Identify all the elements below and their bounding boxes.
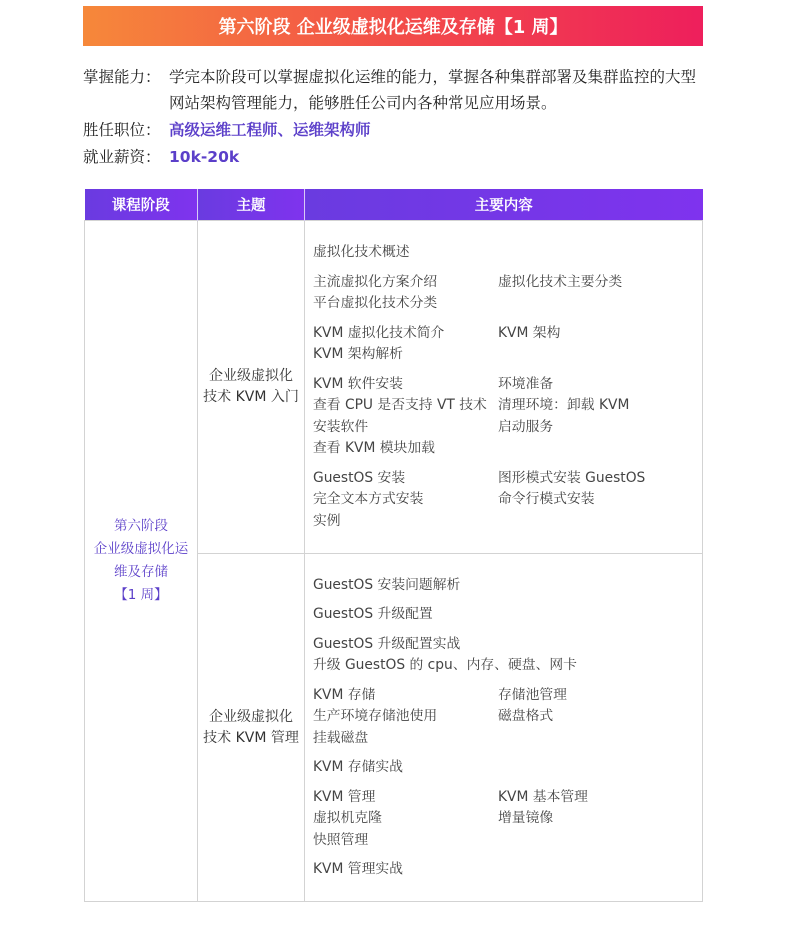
topic-cell — [198, 554, 305, 902]
content-row — [313, 489, 694, 511]
content-row — [313, 417, 694, 439]
ability-block — [83, 64, 703, 116]
content-item: 磁盘格式 — [498, 708, 554, 724]
content-row — [313, 685, 694, 707]
content-item: 快照管理 — [313, 831, 369, 848]
content-row — [313, 323, 694, 345]
stage-cell — [85, 221, 198, 902]
stage-line: 第六阶段 — [114, 518, 168, 534]
content-cell — [305, 221, 703, 554]
content-item: 查看 CPU 是否支持 VT 技术 — [313, 397, 487, 413]
stage-banner: 第六阶段 企业级虚拟化运维及存储【1 周】 — [83, 6, 703, 46]
salary-value: 10k-20k — [169, 148, 240, 166]
content-item: 安装软件 — [313, 418, 369, 435]
content-row — [313, 272, 694, 294]
topic-title-line: 技术 KVM 管理 — [203, 729, 299, 746]
content-item: 实例 — [313, 512, 341, 529]
content-row — [313, 808, 694, 830]
content-item: KVM 基本管理 — [498, 788, 588, 805]
content-item: 虚拟化技术概述 — [313, 244, 410, 260]
content-item: GuestOS 安装问题解析 — [313, 576, 461, 593]
content-row — [313, 787, 694, 809]
salary-label: 就业薪资： — [83, 148, 161, 166]
course-table — [84, 189, 703, 902]
content-item: 生产环境存储池使用 — [313, 708, 438, 724]
ability-label: 掌握能力： — [83, 68, 161, 86]
content-group — [313, 634, 694, 677]
content-list — [305, 242, 702, 532]
content-group — [313, 604, 694, 626]
content-item: KVM 存储 — [313, 686, 376, 703]
content-item: KVM 管理实战 — [313, 861, 403, 877]
content-item: 增量镜像 — [498, 810, 554, 826]
content-item: 启动服务 — [498, 418, 554, 435]
table-row — [85, 221, 703, 554]
content-item: 图形模式安装 GuestOS — [498, 469, 646, 486]
content-item: 平台虚拟化技术分类 — [313, 295, 438, 311]
content-item: 清理环境：卸载 KVM — [498, 397, 630, 413]
content-group — [313, 757, 694, 779]
content-row — [313, 374, 694, 396]
content-group — [313, 859, 694, 881]
salary-row — [83, 144, 239, 170]
stage-line: 企业级虚拟化运 — [93, 541, 189, 557]
content-item: 挂载磁盘 — [313, 729, 369, 746]
table-header-row — [85, 189, 703, 221]
content-item: KVM 架构 — [498, 324, 561, 341]
content-item: KVM 架构解析 — [313, 346, 403, 362]
ability-text: 学完本阶段可以掌握虚拟化运维的能力，掌握各种集群部署及集群监控的大型网站架构管理能力，能够胜任公司内各种常见应用场景。 — [169, 68, 697, 112]
content-item: GuestOS 安装 — [313, 469, 406, 486]
content-row — [313, 395, 694, 417]
position-row — [83, 117, 371, 143]
content-list — [305, 575, 702, 881]
topic-title-line: 企业级虚拟化 — [209, 368, 293, 384]
content-item: GuestOS 升级配置实战 — [313, 635, 461, 652]
content-cell — [305, 554, 703, 902]
content-item: KVM 软件安装 — [313, 375, 403, 392]
content-group — [313, 468, 694, 533]
position-value: 高级运维工程师、运维架构师 — [169, 121, 371, 139]
header-topic: 主题 — [198, 189, 305, 221]
content-item: 查看 KVM 模块加载 — [313, 440, 435, 456]
header-stage: 课程阶段 — [85, 189, 198, 221]
content-item: 存储池管理 — [498, 686, 567, 703]
content-item: KVM 管理 — [313, 788, 376, 805]
content-group — [313, 242, 694, 264]
header-content: 主要内容 — [305, 189, 703, 221]
position-label: 胜任职位： — [83, 121, 161, 139]
content-group — [313, 575, 694, 597]
content-item: 虚拟机克隆 — [313, 810, 382, 826]
content-group — [313, 685, 694, 750]
content-group — [313, 374, 694, 460]
content-item: 虚拟化技术主要分类 — [498, 273, 623, 290]
content-group — [313, 272, 694, 315]
content-group — [313, 323, 694, 366]
topic-title-line: 企业级虚拟化 — [209, 708, 293, 725]
topic-title-line: 技术 KVM 入门 — [203, 389, 299, 405]
content-item: 完全文本方式安装 — [313, 491, 424, 507]
content-item: KVM 存储实战 — [313, 759, 403, 775]
content-row — [313, 706, 694, 728]
content-item: KVM 虚拟化技术简介 — [313, 324, 445, 341]
stage-line: 【1 周】 — [114, 587, 168, 603]
content-item: 主流虚拟化方案介绍 — [313, 273, 438, 290]
content-item: 升级 GuestOS 的 cpu、内存、硬盘、网卡 — [313, 657, 577, 673]
content-item: 命令行模式安装 — [498, 491, 595, 507]
content-group — [313, 787, 694, 852]
content-row — [313, 468, 694, 490]
stage-line: 维及存储 — [114, 564, 168, 580]
content-item: GuestOS 升级配置 — [313, 606, 433, 622]
topic-cell — [198, 221, 305, 554]
content-item: 环境准备 — [498, 375, 554, 392]
